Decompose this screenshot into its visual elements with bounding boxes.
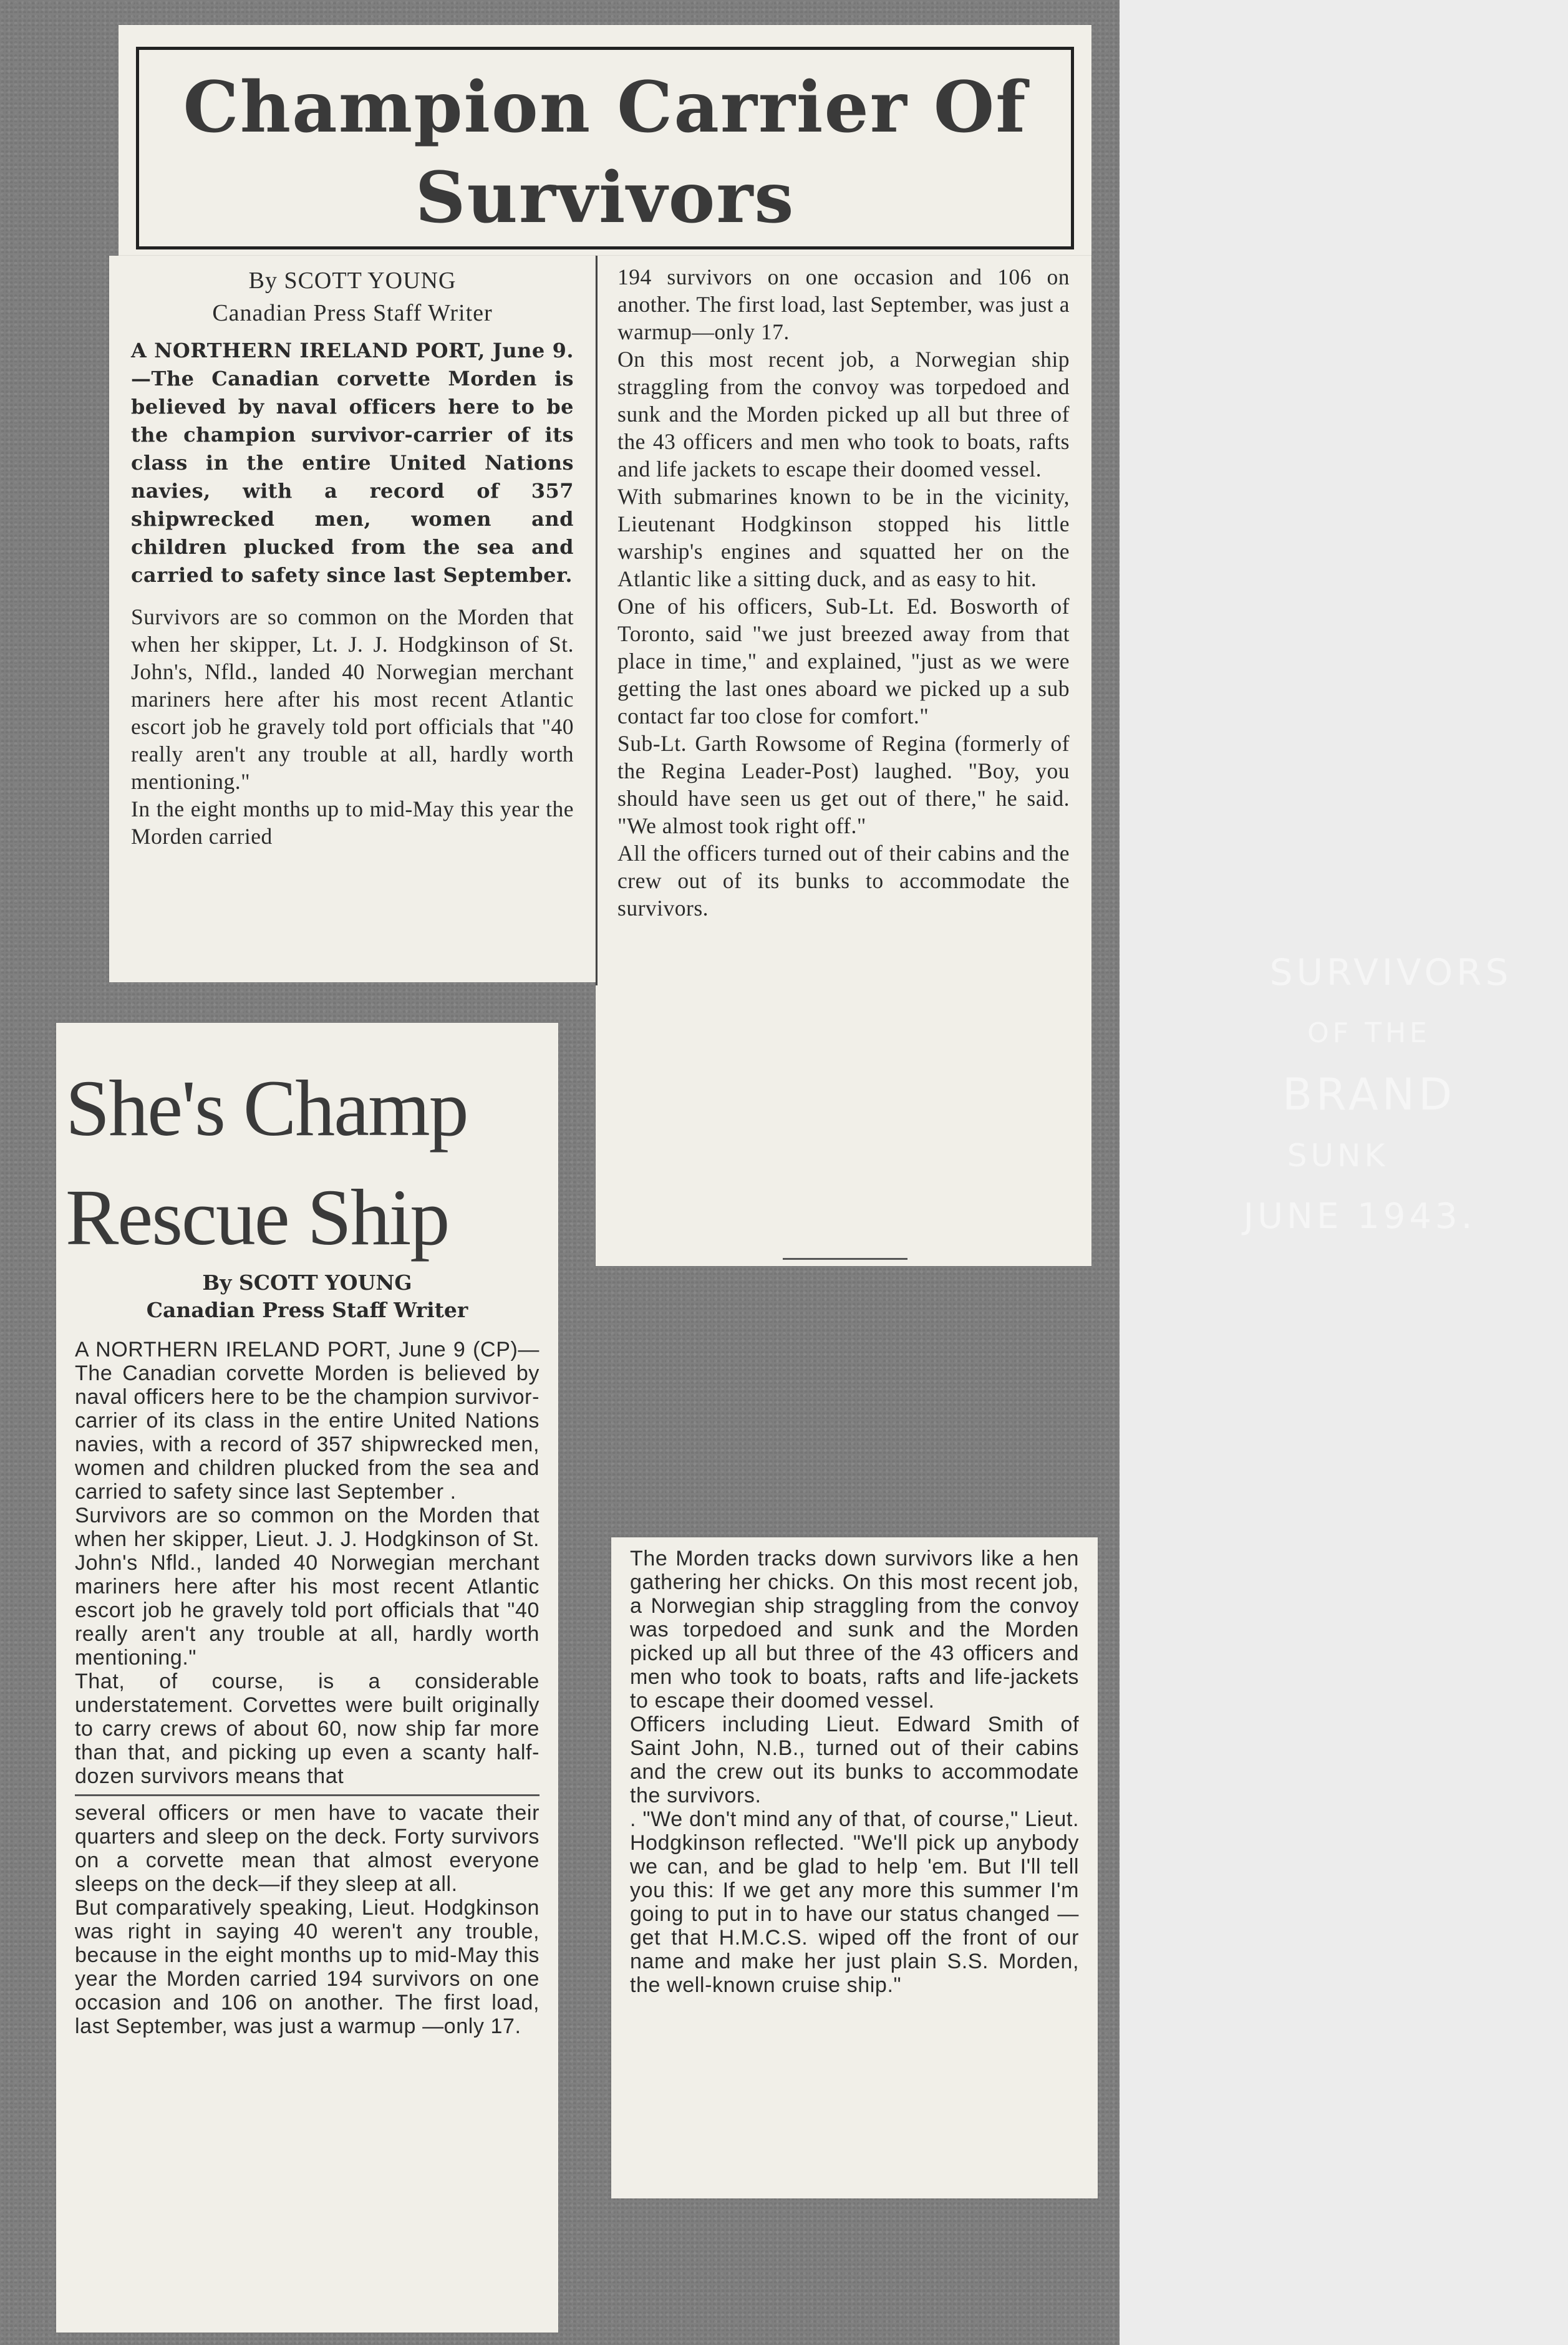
note-line: SUNK bbox=[1287, 1138, 1389, 1174]
paragraph: A NORTHERN IRELAND PORT, June 9 (CP)—The Canadian corvette Morden is believed by naval officers here to be the champion survivor-carrier of its class in the entire United Nations navies, with a record of 357 shipwrecked men, women and children plucked from the sea and carried to safety since last September . bbox=[75, 1338, 540, 1504]
clipping1-column1 bbox=[109, 256, 596, 982]
paragraph: With submarines known to be in the vicinity, Lieutenant Hodgkinson stopped his little warship's engines and squatted her on the Atlantic like a sitting duck, and as easy to hit. bbox=[617, 484, 1070, 591]
clipping1-byline-name: By SCOTT YOUNG bbox=[248, 268, 457, 294]
clipping2-headline-line1: She's Champ bbox=[65, 1064, 468, 1153]
note-line: SURVIVORS bbox=[1269, 951, 1512, 994]
paragraph: On this most recent job, a Norwegian ship straggling from the convoy was torpedoed and sunk and the Morden picked up all but three of the 43 officers and men who took to boats, rafts and life jackets to escape their doomed vessel. bbox=[617, 347, 1070, 481]
paragraph: Officers including Lieut. Edward Smith of Saint John, N.B., turned out of their cabins and the crew out its bunks to accommodate the survivors. bbox=[630, 1713, 1079, 1807]
clipping1-col2-text bbox=[617, 263, 1070, 922]
clipping1-headline: Champion Carrier Of Survivors bbox=[183, 67, 1027, 239]
note-line: BRAND bbox=[1282, 1069, 1456, 1120]
paragraph: That, of course, is a considerable understatement. Corvettes were built originally to carry crews of about 60, now ship far more than that, and picking up even a scanty half-dozen survivors means that bbox=[75, 1670, 540, 1788]
paragraph: several officers or men have to vacate their quarters and sleep on the deck. Forty survivors on a corvette mean that almost everyone sleeps on the deck—if they sleep at all. bbox=[75, 1801, 540, 1896]
column-break-rule bbox=[75, 1794, 540, 1796]
clipping1-lead: A NORTHERN IRELAND PORT, June 9.—The Canadian corvette Morden is believed by naval officers here to be the champion survivor-carrier of its class in the entire United Nations navies, with a record of 357 shipwrecked men, women and children plucked from the sea and carried to safety since last September. bbox=[131, 339, 574, 587]
paragraph: One of his officers, Sub-Lt. Ed. Bosworth of Toronto, said "we just breezed away from that place in time," and explained, "just as we were getting the last ones aboard we picked up a sub contact far too close for comfort." bbox=[617, 594, 1070, 728]
clipping2-col2-text bbox=[630, 1547, 1079, 1997]
paragraph: The Morden tracks down survivors like a hen gathering her chicks. On this most recent job, a Norwegian ship straggling from the convoy was torpedoed and sunk and the Morden picked up all but three of the 43 officers and men who took to boats, rafts and life-jackets to escape their doomed vessel. bbox=[630, 1547, 1079, 1713]
note-line: JUNE 1943. bbox=[1243, 1196, 1476, 1237]
paragraph: In the eight months up to mid-May this year the Morden carried bbox=[131, 796, 574, 849]
clipping2-col1-text bbox=[75, 1338, 540, 2038]
paragraph: All the officers turned out of their cabins and the crew out of its bunks to accommodate the survivors. bbox=[617, 841, 1070, 921]
clipping2-column2 bbox=[611, 1537, 1098, 2198]
note-line: OF THE bbox=[1307, 1017, 1431, 1049]
clipping1-byline-role: Canadian Press Staff Writer bbox=[212, 300, 493, 326]
column-rule bbox=[596, 256, 598, 985]
paragraph: Survivors are so common on the Morden that when her skipper, Lt. J. J. Hodgkinson of St. John's, Nfld., landed 40 Norwegian merchant mariners here after his most recent Atlantic escort job he gravely told port officials that "40 really aren't any trouble at all, hardly worth mentioning." bbox=[131, 604, 574, 794]
clipping1-headline-box bbox=[119, 25, 1091, 268]
clipping2-byline bbox=[56, 1269, 558, 1324]
clipping2-column1 bbox=[56, 1023, 558, 2333]
clipping2-headline bbox=[65, 1054, 549, 1272]
paragraph: Survivors are so common on the Morden that when her skipper, Lieut. J. J. Hodgkinson of St. John's Nfld., landed 40 Norwegian merchant mariners here after his most recent Atlantic escort job he gravely told port officials that "40 really aren't any trouble at all, hardly worth mentioning." bbox=[75, 1504, 540, 1670]
paragraph: But comparatively speaking, Lieut. Hodgkinson was right in saying 40 weren't any trouble, because in the eight months up to mid-May this year the Morden carried 194 survivors on one occasion and 106 on another. The first load, last September, was just a warmup —only 17. bbox=[75, 1896, 540, 2038]
handwritten-note bbox=[1185, 942, 1559, 1247]
clipping2-byline-name: By SCOTT YOUNG bbox=[202, 1270, 412, 1295]
end-rule bbox=[783, 1258, 907, 1260]
paragraph: 194 survivors on one occasion and 106 on another. The first load, last September, was just a warmup—only 17. bbox=[617, 264, 1070, 344]
paragraph: . "We don't mind any of that, of course," Lieut. Hodgkinson reflected. "We'll pick up anybody we can, and be glad to help 'em. But I'll tell you this: If we get any more this summer I'm going to put in to have our status changed —get that H.M.C.S. wiped off the front of our name and make her just plain S.S. Morden, the well-known cruise ship." bbox=[630, 1807, 1079, 1997]
clipping1-column2 bbox=[596, 256, 1091, 1266]
clipping2-headline-line2: Rescue Ship bbox=[65, 1173, 449, 1262]
clipping2-byline-role: Canadian Press Staff Writer bbox=[146, 1298, 468, 1322]
clipping1-col1-text bbox=[131, 337, 574, 850]
paragraph: Sub-Lt. Garth Rowsome of Regina (formerly of the Regina Leader-Post) laughed. "Boy, you should have seen us get out of there," he said. "We almost took right off." bbox=[617, 731, 1070, 838]
